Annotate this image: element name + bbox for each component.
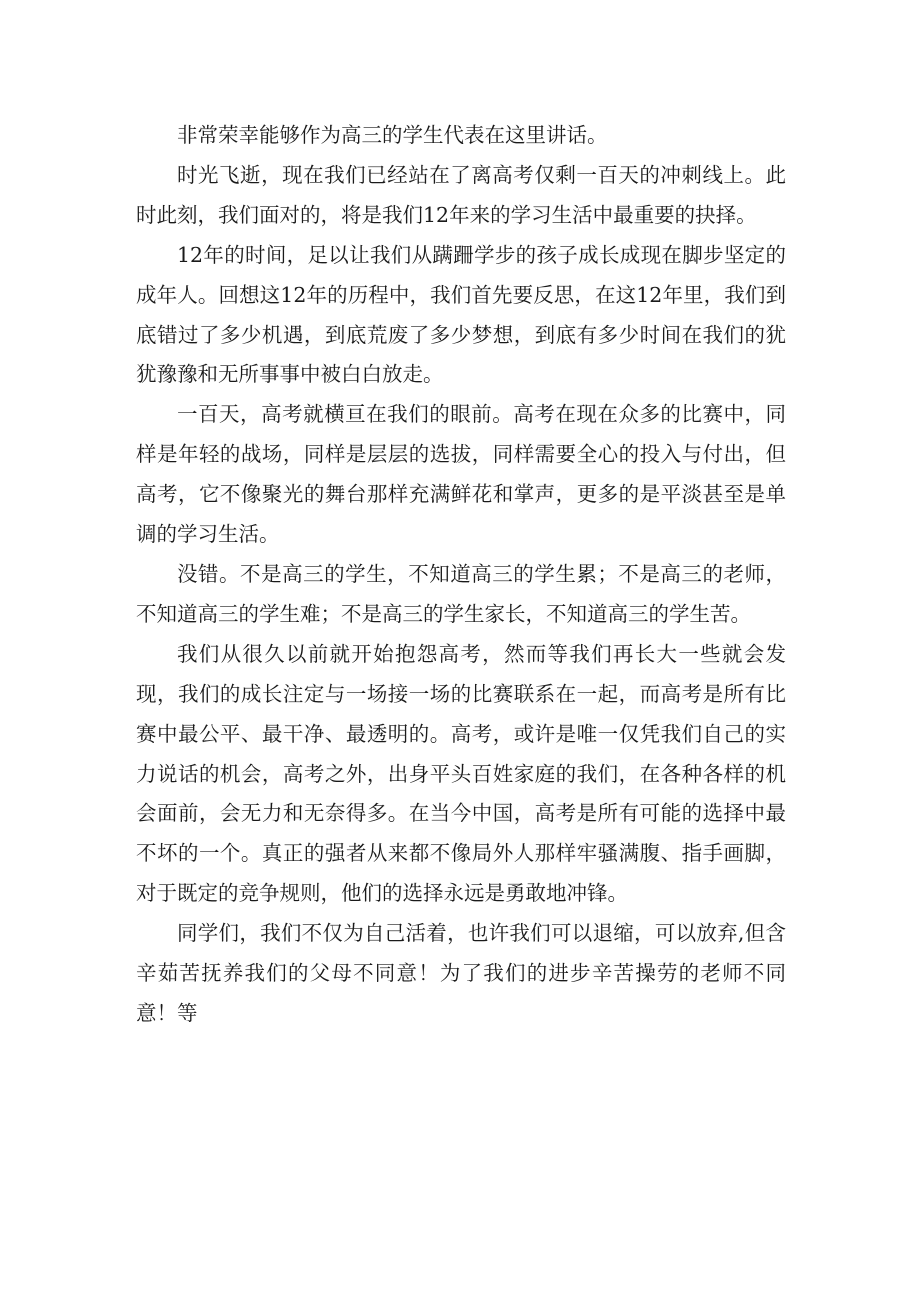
paragraph-4: 一百天，高考就横亘在我们的眼前。高考在现在众多的比赛中，同样是年轻的战场，同样是层层的选拔，同样需要全心的投入与付出，但高考，它不像聚光的舞台那样充满鲜花和掌声，更多的是平淡甚至是单调的学习生活。 bbox=[136, 402, 786, 547]
paragraph-1: 非常荣幸能够作为高三的学生代表在这里讲话。 bbox=[177, 123, 608, 147]
paragraph-2: 时光飞逝，现在我们已经站在了离高考仅剩一百天的冲刺线上。此时此刻，我们面对的，将是我们12年来的学习生活中最重要的抉择。 bbox=[136, 162, 786, 227]
paragraph-6: 我们从很久以前就开始抱怨高考，然而等我们再长大一些就会发现，我们的成长注定与一场接一场的比赛联系在一起，而高考是所有比赛中最公平、最干净、最透明的。高考，或许是唯一仅凭我们自己的实力说话的机会，高考之外，出身平头百姓家庭的我们，在各种各样的机会面前，会无力和无奈得多。在当今中国，高考是所有可能的选择中最不坏的一个。真正的强者从来都不像局外人那样牢骚满腹、指手画脚，对于既定的竞争规则，他们的选择永远是勇敢地冲锋。 bbox=[136, 641, 786, 906]
paragraph-7: 同学们，我们不仅为自己活着，也许我们可以退缩，可以放弃,但含辛茹苦抚养我们的父母不同意！为了我们的进步辛苦操劳的老师不同意！等 bbox=[136, 921, 786, 1025]
document-body bbox=[136, 116, 786, 1034]
paragraph-5: 没错。不是高三的学生，不知道高三的学生累；不是高三的老师，不知道高三的学生难；不是高三的学生家长，不知道高三的学生苦。 bbox=[136, 561, 786, 626]
paragraph-3: 12年的时间，足以让我们从蹒跚学步的孩子成长成现在脚步坚定的成年人。回想这12年的历程中，我们首先要反思，在这12年里，我们到底错过了多少机遇，到底荒废了多少梦想，到底有多少时间在我们的犹犹豫豫和无所事事中被白白放走。 bbox=[136, 242, 786, 387]
